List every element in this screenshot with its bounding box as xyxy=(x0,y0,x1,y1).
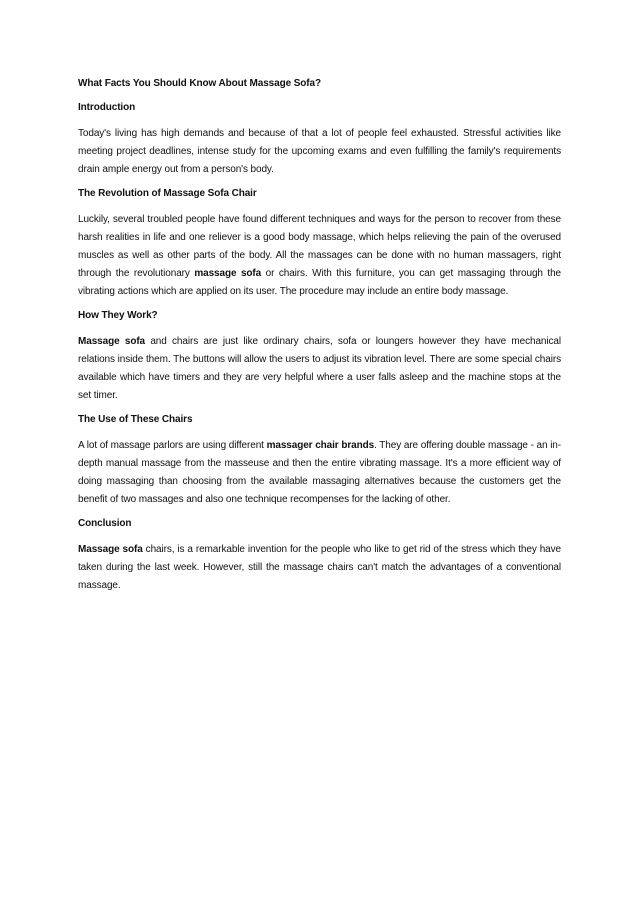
paragraph-use-of-chairs xyxy=(78,437,561,509)
paragraph-text-after: chairs, is a remarkable invention for the people who like to get rid of the stress which they have taken during the last week. However, still the massage chairs can't match the advantages of a conventional massage. xyxy=(78,544,562,591)
paragraph-revolution xyxy=(78,211,561,301)
keyword-link: massage sofa xyxy=(194,268,262,279)
paragraph-conclusion xyxy=(78,541,561,595)
section-heading-introduction: Introduction xyxy=(78,102,136,113)
section-heading-how-they-work: How They Work? xyxy=(78,310,158,321)
paragraph-introduction xyxy=(78,125,561,179)
section-heading-revolution: The Revolution of Massage Sofa Chair xyxy=(78,188,257,199)
paragraph-text: Today's living has high demands and because of that a lot of people feel exhausted. Stressful activities like meeting project deadlines, intense study for the upcoming exams and even fulfilling the family's requirements drain ample energy out from a person's body. xyxy=(78,128,561,175)
paragraph-text-after: or chairs. With this furniture, you can get massaging through the vibrating actions which are applied on its user. The procedure may include an entire body massage. xyxy=(78,268,562,297)
keyword-link: Massage sofa xyxy=(78,336,146,347)
document-page xyxy=(78,77,561,603)
paragraph-text-after: and chairs are just like ordinary chairs, sofa or loungers however they have mechanical relations inside them. The buttons will allow the users to adjust its vibration level. There are some special chairs available which have timers and they are very helpful where a user falls asleep and the machine stops at the set timer. xyxy=(78,336,561,401)
paragraph-text-before: Luckily, several troubled people have found different techniques and ways for the person to recover from these harsh realities in life and one reliever is a good body massage, which helps relieving the pain of the overused muscles as well as other parts of the body. All the massages can be done with no human massagers, right through the revolutionary xyxy=(78,214,561,279)
section-heading-use-of-chairs: The Use of These Chairs xyxy=(78,414,193,425)
document-title: What Facts You Should Know About Massage Sofa? xyxy=(78,78,322,89)
section-heading-conclusion: Conclusion xyxy=(78,518,132,529)
paragraph-how-they-work xyxy=(78,333,561,405)
paragraph-text-before: A lot of massage parlors are using different xyxy=(78,440,267,451)
paragraph-text-after: . They are offering double massage - an in-depth manual massage from the masseuse and then the entire vibrating massage. It's a more efficient way of doing massaging than choosing from the available massaging alternatives because the customers get the benefit of two massages and also one technique recompenses for the lacking of other. xyxy=(78,440,562,505)
keyword-link: Massage sofa xyxy=(78,544,143,555)
keyword-link: massager chair brands xyxy=(266,440,375,451)
